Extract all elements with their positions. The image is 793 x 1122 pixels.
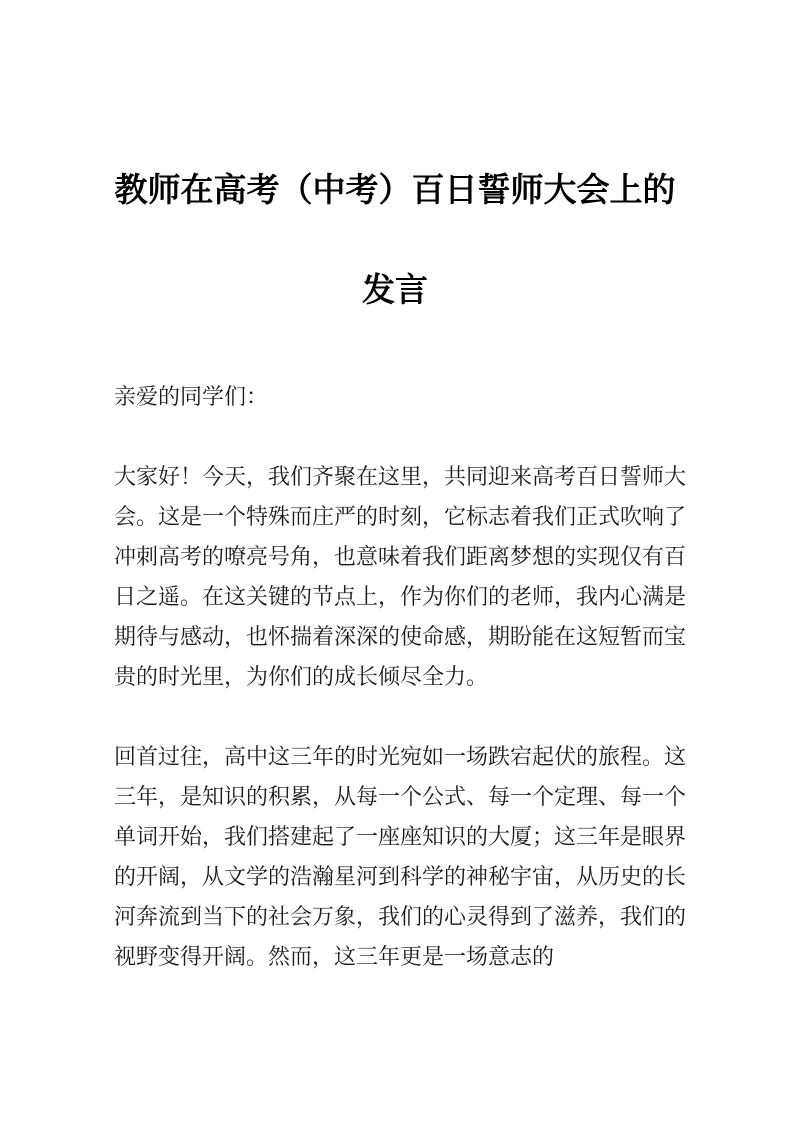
page-title: 教师在高考（中考）百日誓师大会上的发言 — [114, 170, 676, 310]
body-paragraph-1: 大家好！今天，我们齐聚在这里，共同迎来高考百日誓师大会。这是一个特殊而庄严的时刻，它标志着我们正式吹响了冲刺高考的嘹亮号角，也意味着我们距离梦想的实现仅有百日之遥。在这关键的节点上，作为你们的老师，我内心满是期待与感动，也怀揣着深深的使命感，期盼能在这短暂而宝贵的时光里，为你们的成长倾尽全力。 — [114, 465, 687, 690]
salutation-line: 亲爱的同学们： — [114, 385, 269, 410]
body-paragraph-2: 回首过往，高中这三年的时光宛如一场跌宕起伏的旅程。这三年，是知识的积累，从每一个公式、每一个定理、每一个单词开始，我们搭建起了一座座知识的大厦；这三年是眼界的开阔，从文学的浩瀚星河到科学的神秘宇宙，从历史的长河奔流到当下的社会万象，我们的心灵得到了滋养，我们的视野变得开阔。然而，这三年更是一场意志的 — [114, 745, 687, 970]
document-body — [114, 378, 686, 978]
